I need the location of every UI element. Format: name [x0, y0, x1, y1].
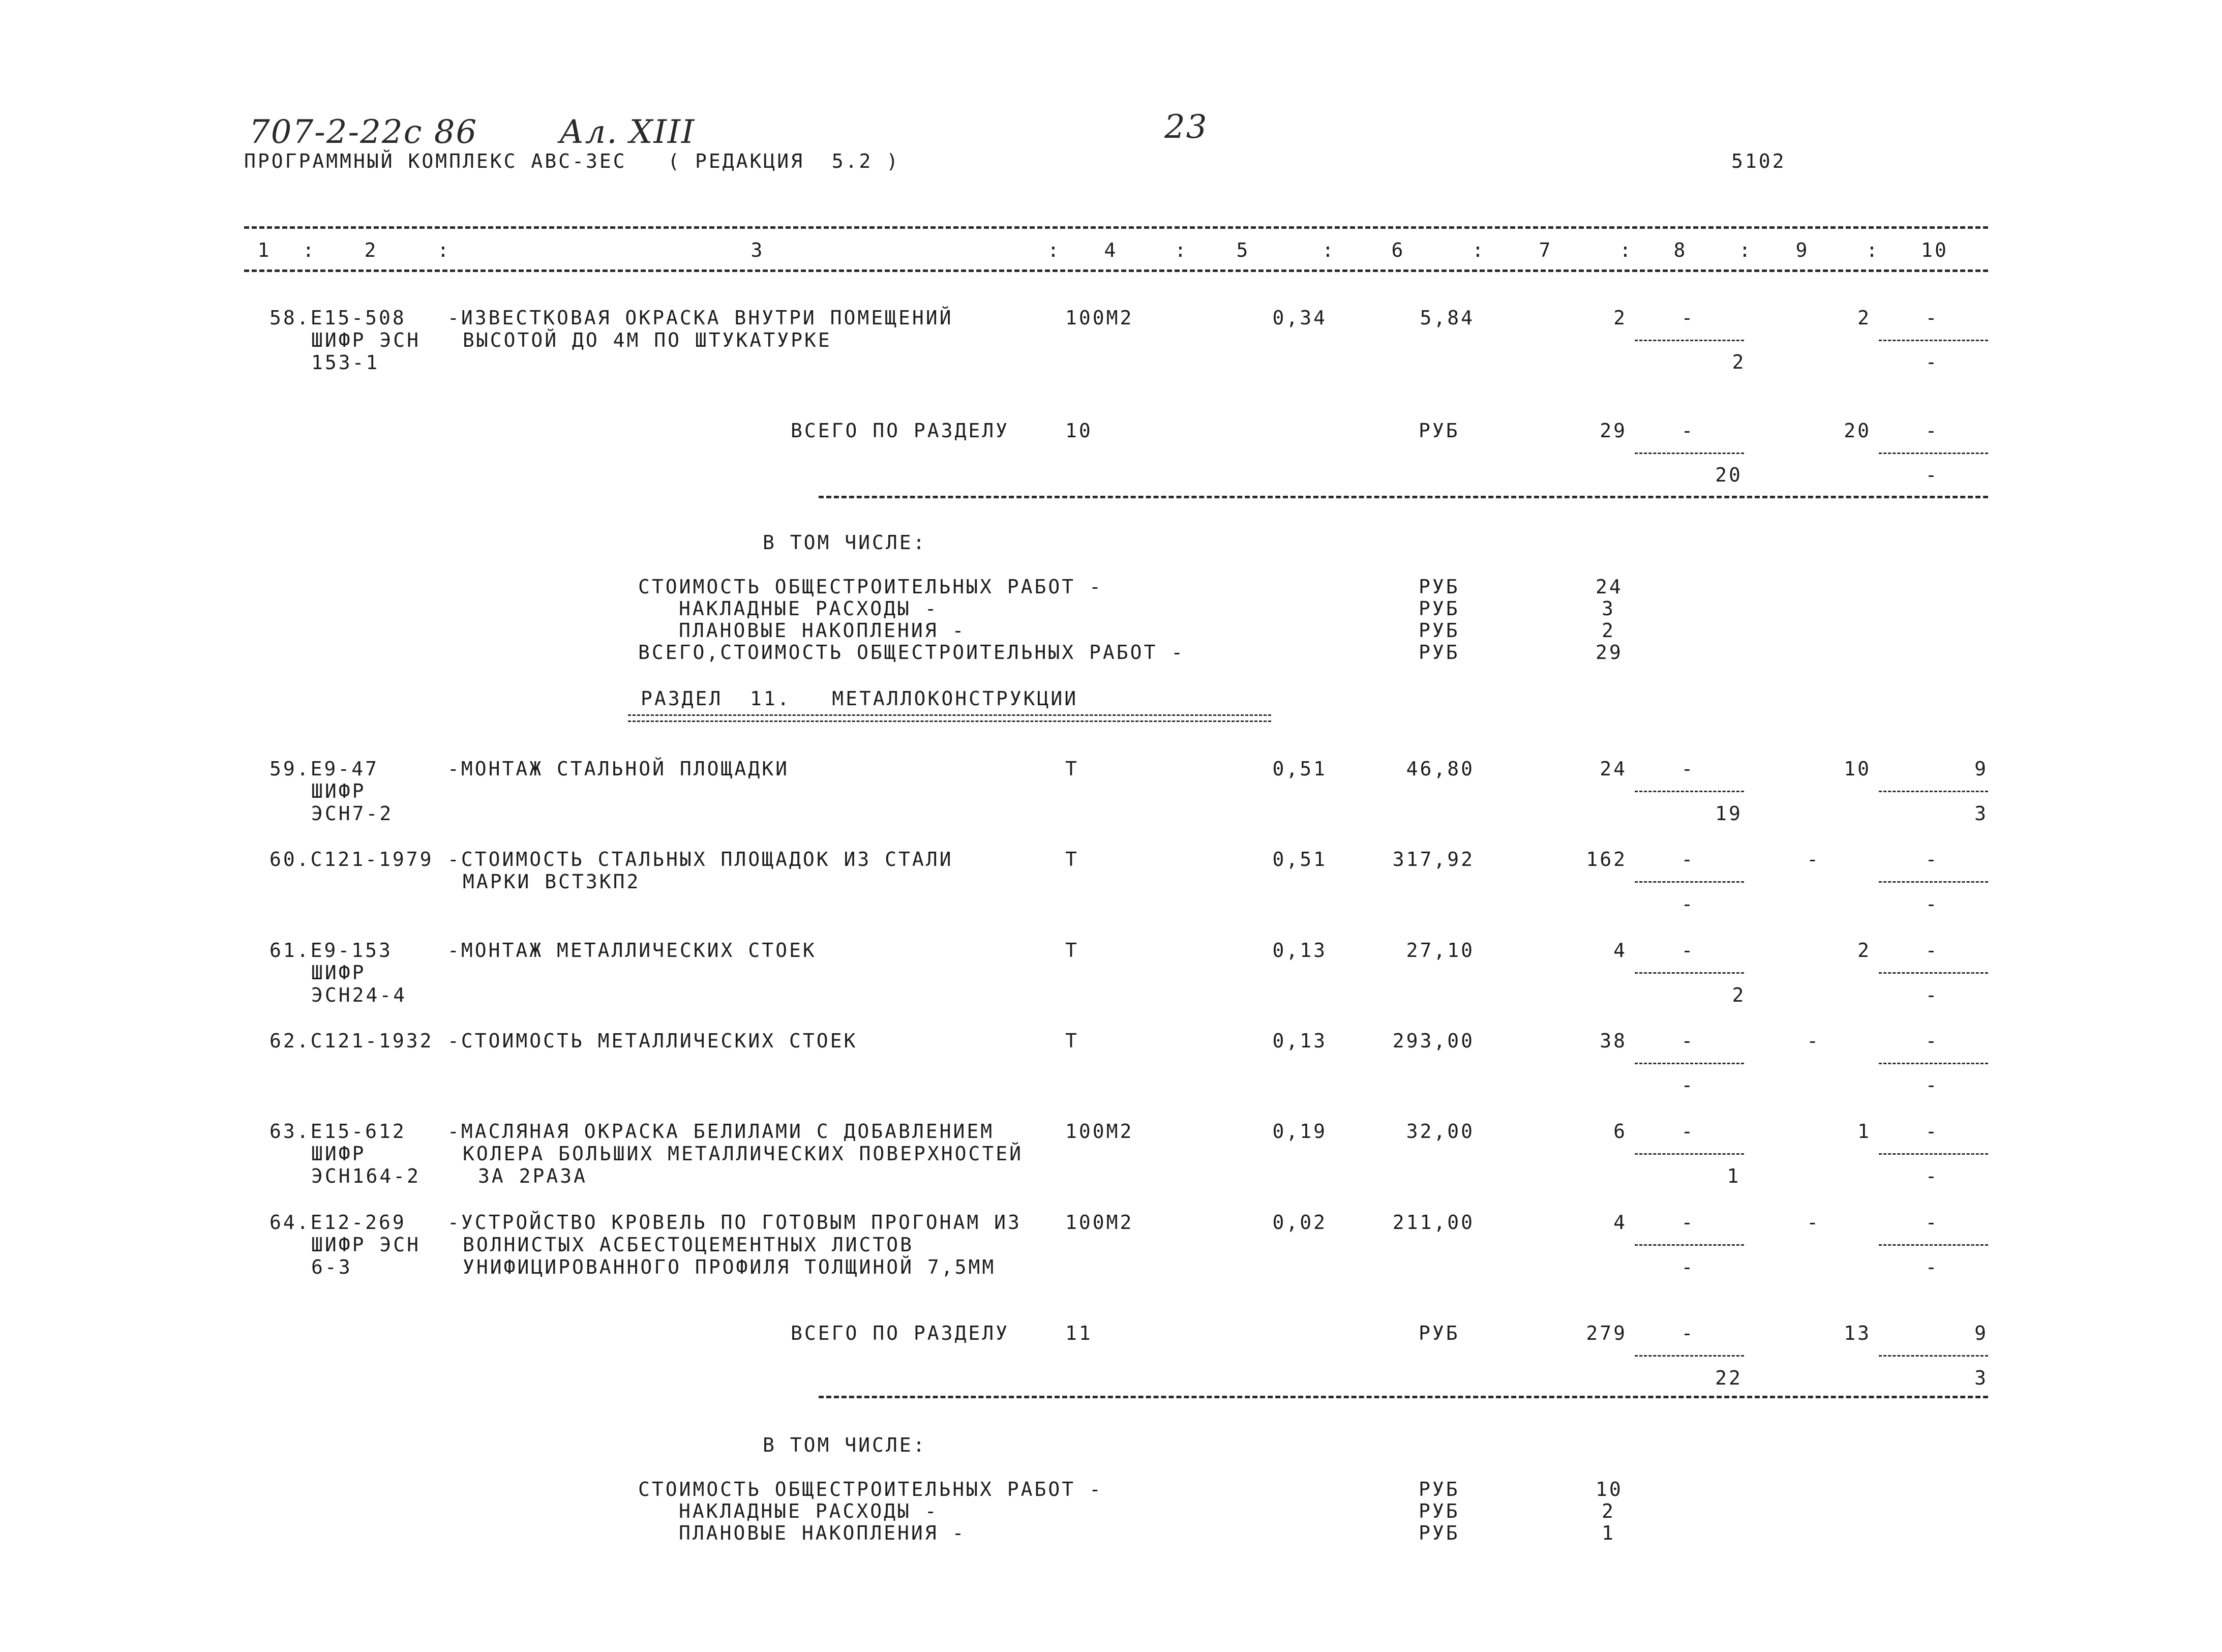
breakdown-heading: В ТОМ ЧИСЛЕ: — [763, 531, 927, 554]
col9-value: 2 — [1857, 939, 1871, 962]
breakdown-unit: РУБ — [1419, 1478, 1460, 1500]
col8-top: - — [1681, 307, 1695, 329]
total-rule — [819, 1396, 1988, 1398]
col9-value: 1 — [1857, 1120, 1871, 1143]
breakdown-value: 3 — [1602, 597, 1615, 620]
row-price: 46,80 — [1406, 758, 1475, 780]
col8-bottom: 1 — [1727, 1165, 1741, 1187]
col10-top: - — [1925, 419, 1939, 442]
row-price: 211,00 — [1392, 1211, 1475, 1234]
col8-bottom: - — [1681, 1256, 1695, 1278]
row-description: ВЫСОТОЙ ДО 4М ПО ШТУКАТУРКЕ — [463, 329, 832, 351]
col10-fraction-line — [1879, 1244, 1988, 1246]
breakdown-value: 2 — [1602, 619, 1615, 642]
breakdown-label: ПЛАНОВЫЕ НАКОПЛЕНИЯ - — [679, 619, 966, 642]
row-cipher: ШИФР — [311, 1143, 366, 1165]
col8-fraction-line — [1635, 1153, 1744, 1155]
col-sep: : — [1047, 239, 1061, 261]
breakdown-label: ВСЕГО,СТОИМОСТЬ ОБЩЕСТРОИТЕЛЬНЫХ РАБОТ - — [638, 641, 1185, 664]
breakdown-value: 1 — [1602, 1522, 1615, 1544]
col10-top: - — [1925, 848, 1939, 870]
col-9: 9 — [1795, 239, 1810, 261]
col9-value: 2 — [1857, 307, 1871, 329]
row-quantity: 0,13 — [1272, 939, 1327, 962]
row-total: 4 — [1613, 939, 1627, 962]
row-unit: 100М2 — [1065, 1211, 1134, 1234]
row-price: 293,00 — [1392, 1030, 1475, 1052]
row-price: 32,00 — [1406, 1120, 1475, 1143]
col8-bottom: - — [1681, 1074, 1695, 1096]
row-unit: Т — [1065, 939, 1079, 962]
row-unit: Т — [1065, 758, 1079, 780]
row-cipher: 6-3 — [311, 1256, 352, 1278]
row-total: 6 — [1613, 1120, 1627, 1143]
row-unit: Т — [1065, 848, 1079, 870]
col10-bottom: - — [1925, 1074, 1939, 1096]
col10-bottom: - — [1925, 893, 1939, 915]
total-rule — [819, 496, 1988, 498]
row-number: 64.Е12-269 — [269, 1211, 406, 1234]
col10-fraction-line — [1879, 453, 1988, 454]
row-description: -МОНТАЖ МЕТАЛЛИЧЕСКИХ СТОЕК — [447, 939, 817, 962]
total-label: ВСЕГО ПО РАЗДЕЛУ — [791, 1322, 1010, 1344]
col-sep: : — [1322, 239, 1336, 261]
col10-bottom: - — [1925, 1256, 1939, 1278]
row-number: 63.Е15-612 — [269, 1120, 406, 1143]
col8-top: - — [1681, 848, 1695, 870]
col8-bottom: 22 — [1715, 1367, 1743, 1389]
col10-fraction-line — [1879, 1153, 1988, 1155]
row-cipher: ЭСН7-2 — [311, 802, 394, 825]
total-section-number: 11 — [1065, 1322, 1093, 1344]
breakdown-value: 10 — [1596, 1478, 1623, 1500]
col10-top: - — [1925, 1030, 1939, 1052]
col10-bottom: - — [1925, 464, 1939, 486]
col-sep: : — [1619, 239, 1633, 261]
col8-top: - — [1681, 1030, 1695, 1052]
row-quantity: 0,02 — [1272, 1211, 1327, 1234]
row-number: 58.Е15-508 — [269, 307, 406, 329]
breakdown-unit: РУБ — [1419, 641, 1460, 664]
breakdown-value: 2 — [1602, 1500, 1615, 1522]
col-10: 10 — [1921, 239, 1948, 261]
row-description: -СТОИМОСТЬ МЕТАЛЛИЧЕСКИХ СТОЕК — [447, 1030, 858, 1052]
breakdown-label: НАКЛАДНЫЕ РАСХОДЫ - — [679, 1500, 939, 1522]
col10-fraction-line — [1879, 1355, 1988, 1357]
page-number: 23 — [1164, 108, 1208, 146]
row-unit: 100М2 — [1065, 307, 1134, 329]
col-7: 7 — [1539, 239, 1553, 261]
col10-fraction-line — [1879, 1063, 1988, 1064]
row-description: КОЛЕРА БОЛЬШИХ МЕТАЛЛИЧЕСКИХ ПОВЕРХНОСТЕЙ — [463, 1143, 1023, 1165]
col8-fraction-line — [1635, 1063, 1744, 1064]
col8-fraction-line — [1635, 1355, 1744, 1357]
col-1: 1 — [257, 239, 272, 261]
col10-top: 9 — [1974, 758, 1988, 780]
col10-bottom: 3 — [1974, 1367, 1988, 1389]
breakdown-unit: РУБ — [1419, 1522, 1460, 1544]
header-rule-top — [244, 226, 1988, 229]
col8-fraction-line — [1635, 791, 1744, 792]
row-cipher: ШИФР ЭСН — [311, 1234, 421, 1256]
row-cipher: ШИФР ЭСН — [311, 329, 421, 351]
row-price: 27,10 — [1406, 939, 1475, 962]
row-unit: Т — [1065, 1030, 1079, 1052]
col9-value: - — [1807, 1211, 1820, 1234]
col8-top: - — [1681, 1211, 1695, 1234]
col-sep: : — [303, 239, 316, 261]
row-number: 59.Е9-47 — [269, 758, 379, 780]
total-unit: РУБ — [1419, 1322, 1460, 1344]
row-cipher: ЭСН164-2 — [311, 1165, 421, 1187]
row-cipher: ШИФР — [311, 780, 366, 802]
col8-top: - — [1681, 1322, 1695, 1344]
breakdown-label: СТОИМОСТЬ ОБЩЕСТРОИТЕЛЬНЫХ РАБОТ - — [638, 576, 1103, 598]
row-total: 38 — [1600, 1030, 1627, 1052]
row-quantity: 0,34 — [1272, 307, 1327, 329]
col9-value: 13 — [1844, 1322, 1871, 1344]
col8-fraction-line — [1635, 453, 1744, 454]
program-line: ПРОГРАММНЫЙ КОМПЛЕКС АВС-3ЕС ( РЕДАКЦИЯ 5.2 ) — [244, 150, 900, 172]
col9-value: 20 — [1844, 419, 1871, 442]
col-sep: : — [1472, 239, 1486, 261]
row-number: 62.С121-1932 — [269, 1030, 434, 1052]
row-total: 162 — [1586, 848, 1627, 870]
row-quantity: 0,51 — [1272, 758, 1327, 780]
col8-top: - — [1681, 1120, 1695, 1143]
row-number: 60.С121-1979 — [269, 848, 434, 870]
col10-fraction-line — [1879, 881, 1988, 883]
breakdown-label: СТОИМОСТЬ ОБЩЕСТРОИТЕЛЬНЫХ РАБОТ - — [638, 1478, 1103, 1500]
breakdown-unit: РУБ — [1419, 1500, 1460, 1522]
col8-top: - — [1681, 419, 1695, 442]
col8-bottom: - — [1681, 893, 1695, 915]
col10-top: - — [1925, 307, 1939, 329]
col10-bottom: 3 — [1974, 802, 1988, 825]
col10-top: - — [1925, 1120, 1939, 1143]
section-title: РАЗДЕЛ 11. МЕТАЛЛОКОНСТРУКЦИИ — [641, 687, 1078, 710]
breakdown-value: 29 — [1596, 641, 1623, 664]
col10-bottom: - — [1925, 1165, 1939, 1187]
row-cipher: 153-1 — [311, 351, 380, 374]
col-4: 4 — [1104, 239, 1118, 261]
col8-bottom: 19 — [1715, 802, 1743, 825]
doc-code: 707-2-22с 86 — [249, 113, 478, 151]
row-unit: 100М2 — [1065, 1120, 1134, 1143]
col10-top: - — [1925, 1211, 1939, 1234]
total-value: 29 — [1600, 419, 1627, 442]
col9-value: 10 — [1844, 758, 1871, 780]
col8-bottom: 20 — [1715, 464, 1743, 486]
col-sep: : — [1175, 239, 1188, 261]
col-8: 8 — [1673, 239, 1688, 261]
row-total: 4 — [1613, 1211, 1627, 1234]
col8-top: - — [1681, 939, 1695, 962]
row-description: ВОЛНИСТЫХ АСБЕСТОЦЕМЕНТНЫХ ЛИСТОВ — [463, 1234, 914, 1256]
col10-top: 9 — [1974, 1322, 1988, 1344]
col8-top: - — [1681, 758, 1695, 780]
row-description: -ИЗВЕСТКОВАЯ ОКРАСКА ВНУТРИ ПОМЕЩЕНИЙ — [447, 307, 953, 329]
col-sep: : — [1739, 239, 1753, 261]
col8-fraction-line — [1635, 972, 1744, 974]
row-quantity: 0,51 — [1272, 848, 1327, 870]
col8-fraction-line — [1635, 1244, 1744, 1246]
col8-bottom: 2 — [1732, 351, 1746, 373]
row-total: 24 — [1600, 758, 1627, 780]
row-description: -МОНТАЖ СТАЛЬНОЙ ПЛОЩАДКИ — [447, 758, 789, 780]
col8-fraction-line — [1635, 340, 1744, 341]
col-3: 3 — [750, 239, 765, 261]
row-description: ЗА 2РАЗА — [478, 1165, 588, 1187]
col-2: 2 — [364, 239, 378, 261]
row-description: -МАСЛЯНАЯ ОКРАСКА БЕЛИЛАМИ С ДОБАВЛЕНИЕМ — [447, 1120, 995, 1143]
breakdown-unit: РУБ — [1419, 619, 1460, 642]
row-quantity: 0,13 — [1272, 1030, 1327, 1052]
total-section-number: 10 — [1065, 419, 1093, 442]
header-rule-bottom — [244, 269, 1988, 272]
breakdown-label: ПЛАНОВЫЕ НАКОПЛЕНИЯ - — [679, 1522, 966, 1544]
breakdown-value: 24 — [1596, 576, 1623, 598]
breakdown-heading: В ТОМ ЧИСЛЕ: — [763, 1434, 927, 1456]
breakdown-unit: РУБ — [1419, 597, 1460, 620]
col-sep: : — [437, 239, 451, 261]
col8-fraction-line — [1635, 881, 1744, 883]
col-6: 6 — [1391, 239, 1405, 261]
col9-value: - — [1807, 848, 1820, 870]
col-sep: : — [1866, 239, 1880, 261]
col9-value: - — [1807, 1030, 1820, 1052]
col10-fraction-line — [1879, 791, 1988, 792]
row-number: 61.Е9-153 — [269, 939, 393, 962]
total-unit: РУБ — [1419, 419, 1460, 442]
col8-bottom: 2 — [1732, 984, 1746, 1006]
col10-fraction-line — [1879, 340, 1988, 341]
row-price: 5,84 — [1420, 307, 1475, 329]
row-price: 317,92 — [1392, 848, 1475, 870]
row-description: -УСТРОЙСТВО КРОВЕЛЬ ПО ГОТОВЫМ ПРОГОНАМ ИЗ — [447, 1211, 1022, 1234]
sheet-code: 5102 — [1731, 150, 1786, 172]
row-description: УНИФИЦИРОВАННОГО ПРОФИЛЯ ТОЛЩИНОЙ 7,5ММ — [463, 1256, 996, 1278]
col10-bottom: - — [1925, 351, 1939, 373]
total-value: 279 — [1586, 1322, 1627, 1344]
col10-fraction-line — [1879, 972, 1988, 974]
breakdown-label: НАКЛАДНЫЕ РАСХОДЫ - — [679, 597, 939, 620]
col-5: 5 — [1236, 239, 1250, 261]
col10-bottom: - — [1925, 984, 1939, 1006]
row-cipher: ШИФР — [311, 962, 366, 984]
section-title-underline — [628, 714, 1271, 722]
breakdown-unit: РУБ — [1419, 576, 1460, 598]
row-total: 2 — [1613, 307, 1627, 329]
total-label: ВСЕГО ПО РАЗДЕЛУ — [791, 419, 1010, 442]
album-number: Ал. XIII — [559, 113, 696, 151]
row-cipher: ЭСН24-4 — [311, 984, 407, 1006]
row-description: МАРКИ ВСТ3КП2 — [463, 870, 641, 893]
row-quantity: 0,19 — [1272, 1120, 1327, 1143]
row-description: -СТОИМОСТЬ СТАЛЬНЫХ ПЛОЩАДОК ИЗ СТАЛИ — [447, 848, 953, 870]
col10-top: - — [1925, 939, 1939, 962]
